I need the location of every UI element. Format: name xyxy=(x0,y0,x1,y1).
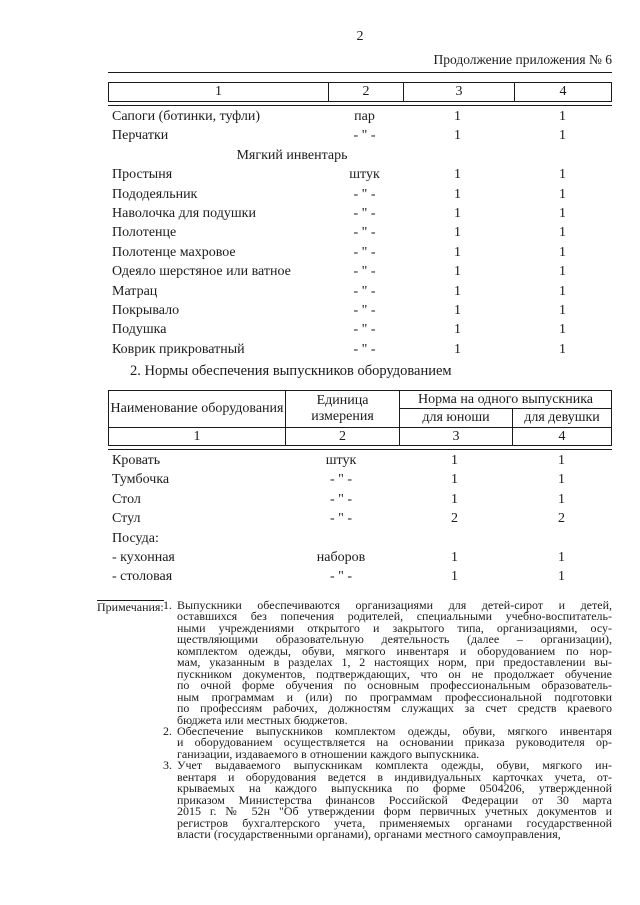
table-row xyxy=(108,567,612,586)
boy-norm-cell: 1 xyxy=(451,453,458,468)
boy-norm-cell: 1 xyxy=(451,550,458,566)
unit-cell: - " - xyxy=(353,128,376,144)
note-line: пускником документов, подтверждающих, что он не продолжает обучение xyxy=(177,666,612,681)
table2-header-boy: для юноши xyxy=(399,409,512,427)
boy-norm-cell: 1 xyxy=(454,186,461,202)
boy-norm-cell: 1 xyxy=(454,244,461,260)
boy-norm-cell: 1 xyxy=(454,167,461,183)
boy-norm-cell: 1 xyxy=(454,264,461,280)
appendix-continuation-label: Продолжение приложения № 6 xyxy=(433,52,612,67)
note-number: 1. xyxy=(163,598,172,612)
note-line: приказом Министерства финансов Российской Федерации от 30 марта xyxy=(177,792,612,807)
girl-norm-cell: 1 xyxy=(558,472,565,488)
note-text xyxy=(177,600,612,726)
table1-colnum-4: 4 xyxy=(514,83,611,101)
note-line: ганизации, издаваемого в отношении каждого выпускника. xyxy=(177,746,480,761)
girl-norm-cell: 1 xyxy=(559,341,566,357)
notes-block xyxy=(97,600,612,841)
item-name-cell: - кухонная xyxy=(112,550,175,566)
table-row xyxy=(108,509,612,528)
table2-colnum-4: 4 xyxy=(512,427,611,445)
girl-norm-cell: 1 xyxy=(558,453,565,468)
boy-norm-cell: 1 xyxy=(454,303,461,319)
table-row xyxy=(108,529,612,548)
unit-cell: - " - xyxy=(329,569,353,585)
table-row xyxy=(108,490,612,509)
table1-body-top xyxy=(108,106,612,146)
unit-cell: - " - xyxy=(353,264,376,280)
section-soft-inventory-heading: Мягкий инвентарь xyxy=(236,147,348,163)
item-name-cell: Покрывало xyxy=(112,303,180,319)
section2-title: 2. Нормы обеспечения выпускников оборудованием xyxy=(130,363,452,379)
note-line: регистров бухгалтерского учета, применяемых органами государственной xyxy=(177,815,612,830)
note-line: вентаря и оборудования ведется в индивидуальных карточках учета, от- xyxy=(177,769,612,784)
girl-norm-cell xyxy=(511,529,612,548)
item-name-cell: Кровать xyxy=(112,453,161,468)
girl-norm-cell: 1 xyxy=(559,128,566,144)
table1-body-soft xyxy=(108,165,612,359)
item-name-cell: - столовая xyxy=(112,569,173,585)
item-name-cell: Наволочка для подушки xyxy=(112,206,256,222)
item-name-cell: Посуда: xyxy=(112,530,159,546)
table-row xyxy=(108,185,612,204)
unit-cell: штук xyxy=(349,167,380,183)
note-line: и оборудованием осуществляется на основании приказа руководителя ор- xyxy=(177,735,612,750)
item-name-cell: Полотенце xyxy=(112,225,177,241)
boy-norm-cell: 1 xyxy=(451,491,458,507)
table1-colnum-2: 2 xyxy=(328,83,403,101)
table1-column-numbers-row xyxy=(108,82,612,102)
unit-cell: - " - xyxy=(353,341,376,357)
girl-norm-cell: 1 xyxy=(559,303,566,319)
note-line: ными учреждениями открытого и закрытого типа, организациями, осу- xyxy=(177,620,612,635)
table2-colnum-2: 2 xyxy=(285,427,399,445)
boy-norm-cell: 1 xyxy=(451,472,458,488)
note-line: ществляющими образовательную деятельность (далее – организации), xyxy=(177,632,612,647)
item-name-cell: Перчатки xyxy=(112,128,169,144)
table-row xyxy=(108,165,612,184)
equipment-norms-table xyxy=(108,390,612,587)
note-line: ным программам и (или) по программам профессиональной подготовки xyxy=(177,689,612,704)
table-row xyxy=(108,204,612,223)
notes-label xyxy=(97,600,163,841)
note-line: Обеспечение выпускников комплектом одежды, обуви, мягкого инвентаря xyxy=(177,725,612,738)
item-name-cell: Сапоги (ботинки, туфли) xyxy=(112,109,261,124)
item-name-cell: Тумбочка xyxy=(112,472,170,488)
item-name-cell: Стул xyxy=(112,511,141,527)
table2-header-girl: для девушки xyxy=(512,409,611,427)
unit-cell: - " - xyxy=(353,303,376,319)
item-name-cell: Пододеяльник xyxy=(112,186,198,202)
girl-norm-cell: 1 xyxy=(558,491,565,507)
table2-colnum-1: 1 xyxy=(109,427,285,445)
table-row xyxy=(108,126,612,145)
table2-header-name xyxy=(109,391,285,427)
unit-cell: пар xyxy=(354,109,375,124)
boy-norm-cell: 1 xyxy=(454,283,461,299)
table2-header-norm-group: Норма на одного выпускника xyxy=(399,391,611,409)
girl-norm-cell: 1 xyxy=(559,244,566,260)
unit-cell: - " - xyxy=(353,186,376,202)
table-row xyxy=(108,262,612,281)
item-name-cell: Одеяло шерстяное или ватное xyxy=(112,264,291,280)
table-row xyxy=(108,548,612,567)
unit-cell: - " - xyxy=(353,225,376,241)
note-number: 3. xyxy=(163,758,172,773)
unit-cell: - " - xyxy=(353,283,376,299)
boy-norm-cell: 1 xyxy=(451,569,458,585)
note-line: бюджета или местных бюджетов. xyxy=(177,712,348,726)
boy-norm-cell: 2 xyxy=(451,511,458,527)
table-row xyxy=(108,451,612,470)
page-number: 2 xyxy=(356,29,364,44)
note-line: Выпускники обеспечиваются организациями для детей-сирот и детей, xyxy=(177,600,612,612)
note-line: по профессиям рабочих, должностям служащих за счет средств краевого xyxy=(177,701,612,716)
table2-body xyxy=(108,450,612,587)
note-line: комплектом одежды, обуви, мягкого инвентаря и оборудованием по нор- xyxy=(177,643,612,658)
table1-colnum-1: 1 xyxy=(215,84,222,99)
note-line: по очной форме обучения по основным профессиональным образователь- xyxy=(177,678,612,693)
item-name-cell: Полотенце махровое xyxy=(112,244,236,260)
girl-norm-cell: 2 xyxy=(558,511,565,527)
note-line: власти (государственными органами), органами местного самоуправления, xyxy=(177,827,561,841)
note-line: оставшихся без попечения родителей, специальными учебно-воспитатель- xyxy=(177,609,612,624)
item-name-cell: Простыня xyxy=(112,167,173,183)
table-row xyxy=(108,340,612,359)
table2-header-name-label: Наименование оборудования xyxy=(110,401,284,416)
unit-cell xyxy=(284,529,398,548)
table-row xyxy=(108,282,612,301)
boy-norm-cell: 1 xyxy=(454,341,461,357)
boy-norm-cell: 1 xyxy=(454,206,461,222)
unit-cell: - " - xyxy=(329,511,353,527)
unit-cell: штук xyxy=(325,453,357,468)
item-name-cell: Стол xyxy=(112,491,141,507)
unit-cell: - " - xyxy=(353,322,376,338)
unit-cell: - " - xyxy=(353,244,376,260)
boy-norm-cell: 1 xyxy=(454,322,461,338)
girl-norm-cell: 1 xyxy=(559,186,566,202)
notes-label-text: Примечания: xyxy=(97,600,164,614)
unit-cell: - " - xyxy=(353,206,376,222)
boy-norm-cell: 1 xyxy=(454,109,461,124)
table-row xyxy=(108,470,612,489)
table2-colnum-3: 3 xyxy=(399,427,512,445)
note-number: 2. xyxy=(163,723,172,738)
notes-list xyxy=(163,600,612,841)
note-line: Учет выдаваемого выпускникам комплекта одежды, обуви, мягкого ин- xyxy=(177,760,612,773)
table2-header xyxy=(108,390,612,446)
note-text xyxy=(177,726,612,760)
table2-header-unit xyxy=(285,391,399,427)
girl-norm-cell: 1 xyxy=(558,569,565,585)
table1-colnum-3: 3 xyxy=(403,83,514,101)
item-name-cell: Подушка xyxy=(112,322,167,338)
table-row xyxy=(108,107,612,126)
girl-norm-cell: 1 xyxy=(559,206,566,222)
girl-norm-cell: 1 xyxy=(559,283,566,299)
note-item xyxy=(163,723,612,761)
note-text xyxy=(177,760,612,840)
girl-norm-cell: 1 xyxy=(559,167,566,183)
note-line: мам, указанным в разделах 1, 2 настоящих норм, при предоставлении вы- xyxy=(177,655,612,670)
table2-header-unit-label: Единица измерения xyxy=(311,393,374,424)
item-name-cell: Коврик прикроватный xyxy=(112,341,245,357)
boy-norm-cell: 1 xyxy=(454,225,461,241)
note-line: крываемых на каждого выпускника по форме 0504206, утвержденной xyxy=(177,781,612,796)
girl-norm-cell: 1 xyxy=(559,322,566,338)
note-line: 2015 г. № 52н "Об утверждении форм первичных учетных документов и xyxy=(177,804,612,819)
item-name-cell: Матрац xyxy=(112,283,158,299)
girl-norm-cell: 1 xyxy=(559,109,566,124)
clothing-inventory-table xyxy=(108,72,612,359)
table-row xyxy=(108,320,612,339)
unit-cell: - " - xyxy=(329,472,353,488)
unit-cell: наборов xyxy=(316,550,366,566)
note-item xyxy=(163,760,612,840)
unit-cell: - " - xyxy=(329,491,353,507)
boy-norm-cell xyxy=(398,529,511,548)
girl-norm-cell: 1 xyxy=(559,264,566,280)
table-row xyxy=(108,243,612,262)
girl-norm-cell: 1 xyxy=(559,225,566,241)
boy-norm-cell: 1 xyxy=(454,128,461,144)
table-row xyxy=(108,301,612,320)
note-item xyxy=(163,600,612,726)
table-row xyxy=(108,223,612,242)
table1-top-rule xyxy=(108,72,612,73)
girl-norm-cell: 1 xyxy=(558,550,565,566)
